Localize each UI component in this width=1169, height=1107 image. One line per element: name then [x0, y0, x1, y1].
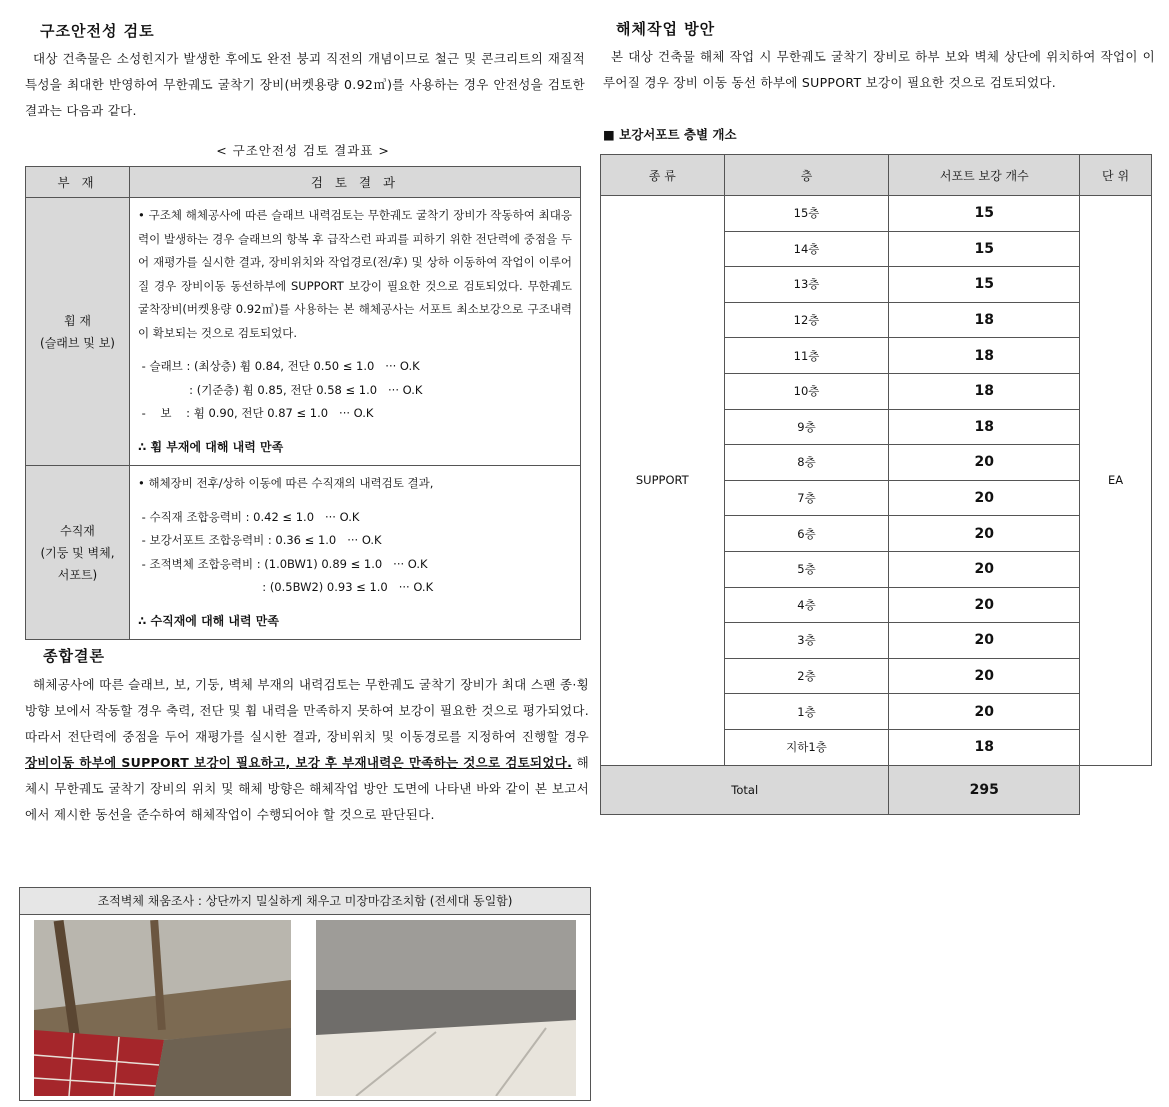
total-label: Total	[601, 765, 889, 814]
support-count-cell: 20	[889, 445, 1080, 481]
support-floor-cell: 지하1층	[724, 729, 889, 765]
support-rows	[601, 196, 1152, 766]
support-kind-cell: SUPPORT	[601, 196, 725, 766]
support-count-cell: 20	[889, 480, 1080, 516]
support-count-cell: 20	[889, 694, 1080, 730]
structural-safety-intro: 대상 건축물은 소성힌지가 발생한 후에도 완전 붕괴 직전의 개념이므로 철근 및 콘크리트의 재질적 특성을 최대한 반영하여 무한궤도 굴착기 장비(버켓용량 0.92㎥)를 사용하는 경우 안전성을 검토한 결과는 다음과 같다.	[25, 51, 585, 118]
table-caption: < 구조안전성 검토 결과표 >	[216, 143, 390, 158]
support-count-cell: 20	[889, 516, 1080, 552]
support-count-cell: 15	[889, 196, 1080, 232]
flexural-label-line2: (슬래브 및 보)	[40, 335, 115, 350]
support-floor-cell: 15층	[724, 196, 889, 232]
flexural-label-line1: 휨 재	[64, 313, 91, 328]
support-count-cell: 18	[889, 373, 1080, 409]
photo-panel	[19, 887, 591, 1101]
flexural-result	[130, 198, 581, 466]
support-count-cell: 18	[889, 338, 1080, 374]
support-floor-cell: 2층	[724, 658, 889, 694]
support-count-cell: 20	[889, 623, 1080, 659]
support-floor-cell: 8층	[724, 445, 889, 481]
photo-ceiling-left-art	[34, 920, 291, 1096]
support-floor-cell: 10층	[724, 373, 889, 409]
vertical-item: - 수직재 조합응력비 : 0.42 ≤ 1.0 ··· O.K	[138, 509, 360, 524]
support-count-table	[600, 154, 1152, 815]
support-floor-cell: 7층	[724, 480, 889, 516]
photo-ceiling-right	[316, 920, 576, 1096]
vertical-label-line1: 수직재	[60, 523, 95, 538]
support-total-row	[601, 765, 1152, 814]
vertical-item: - 보강서포트 조합응력비 : 0.36 ≤ 1.0 ··· O.K	[138, 533, 382, 547]
support-floor-cell: 3층	[724, 623, 889, 659]
summary-part1: 해체공사에 따른 슬래브, 보, 기둥, 벽체 부재의 내력검토는 무한궤도 굴착기 장비가 최대 스팬 종·횡방향 보에서 작동할 경우 축력, 전단 및 휨 내력을 만족하지 못하여 보강이 필요한 것으로 평가되었다. 따라서 전단력에 중점을 두어 재평가를 실시한 결과, 장비위치 및 이동경로를 지정하여 진행할 경우	[25, 677, 589, 744]
table-row-vertical	[26, 466, 581, 640]
support-unit-cell: EA	[1080, 196, 1152, 766]
support-floor-cell: 13층	[724, 267, 889, 303]
flexural-item: : (기준층) 휨 0.85, 전단 0.58 ≤ 1.0 ··· O.K	[138, 382, 423, 397]
photo-ceiling-right-art	[316, 920, 576, 1096]
header-floor: 층	[724, 155, 889, 196]
vertical-label-line2: (기둥 및 벽체,	[40, 545, 115, 560]
support-floor-cell: 12층	[724, 302, 889, 338]
summary-part2: 해체시 무한궤도 굴착기 장비의 위치 및 해체 방향은 해체작업 방안 도면에 나타낸 바와 같이 본 보고서에서 제시한 동선을 준수하여 해체작업이 수행되어야 할 것으로 판단된다.	[25, 755, 589, 822]
support-floor-cell: 6층	[724, 516, 889, 552]
support-count-cell: 15	[889, 231, 1080, 267]
support-floor-cell: 4층	[724, 587, 889, 623]
photo-caption: 조적벽체 채움조사 : 상단까지 밀실하게 채우고 미장마감조치함 (전세대 동일함)	[20, 888, 590, 915]
flexural-conclusion: ∴ 휨 부재에 대해 내력 만족	[138, 439, 284, 454]
flexural-item: - 보 : 휨 0.90, 전단 0.87 ≤ 1.0 ··· O.K	[138, 406, 374, 420]
support-count-cell: 18	[889, 729, 1080, 765]
summary-heading: 종합결론	[43, 647, 105, 665]
photo-ceiling-left	[34, 920, 291, 1096]
support-count-cell: 18	[889, 409, 1080, 445]
vertical-item: : (0.5BW2) 0.93 ≤ 1.0 ··· O.K	[138, 580, 434, 594]
flexural-item: - 슬래브 : (최상층) 휨 0.84, 전단 0.50 ≤ 1.0 ··· O.K	[138, 359, 420, 373]
support-floor-cell: 5층	[724, 551, 889, 587]
support-count-cell: 20	[889, 551, 1080, 587]
flexural-label	[26, 198, 130, 466]
support-count-cell: 20	[889, 587, 1080, 623]
support-header-row	[601, 155, 1152, 196]
support-row	[601, 196, 1152, 232]
support-count-cell: 15	[889, 267, 1080, 303]
summary-text	[25, 672, 589, 828]
vertical-conclusion: ∴ 수직재에 대해 내력 만족	[138, 613, 279, 628]
header-unit: 단 위	[1080, 155, 1152, 196]
support-floor-cell: 1층	[724, 694, 889, 730]
header-count: 서포트 보강 개수	[889, 155, 1080, 196]
flexural-bullet: • 구조체 해체공사에 따른 슬래브 내력검토는 무한궤도 굴착기 장비가 작동하여 최대응력이 발생하는 경우 슬래브의 항복 후 급작스런 파괴를 피하기 위한 전단력에 중점을 두어 재평가를 실시한 결과, 장비위치와 작업경로(전/후) 및 상하 이동하여 작업이 이루어질 경우 장비이동 동선하부에 SUPPORT 보강이 필요한 것으로 검토되었다. 무한궤도 굴착장비(버켓용량 0.92㎥)를 사용하는 본 해체공사는 서포트 최소보강으로 구조내력이 확보되는 것으로 검토되었다.	[138, 208, 572, 340]
support-count-cell: 18	[889, 302, 1080, 338]
structural-safety-heading: 구조안전성 검토	[40, 22, 155, 40]
support-table-title: ■ 보강서포트 층별 개소	[603, 127, 737, 142]
header-member: 부 재	[26, 167, 130, 198]
summary-emphasis: 장비이동 하부에 SUPPORT 보강이 필요하고, 보강 후 부재내력은 만족하는 것으로 검토되었다.	[25, 755, 573, 770]
table-header-row	[26, 167, 581, 198]
vertical-result	[130, 466, 581, 640]
vertical-label	[26, 466, 130, 640]
table-row-flexural	[26, 198, 581, 466]
vertical-item: - 조적벽체 조합응력비 : (1.0BW1) 0.89 ≤ 1.0 ··· O.K	[138, 556, 428, 571]
support-floor-cell: 11층	[724, 338, 889, 374]
support-floor-cell: 14층	[724, 231, 889, 267]
total-value: 295	[889, 765, 1080, 814]
demolition-plan-intro: 본 대상 건축물 해체 작업 시 무한궤도 굴착기 장비로 하부 보와 벽체 상단에 위치하여 작업이 이루어질 경우 장비 이동 동선 하부에 SUPPORT 보강이 필요한 것으로 검토되었다.	[603, 49, 1155, 90]
support-floor-cell: 9층	[724, 409, 889, 445]
safety-result-table	[25, 166, 581, 640]
support-count-cell: 20	[889, 658, 1080, 694]
demolition-plan-heading: 해체작업 방안	[616, 20, 716, 38]
header-kind: 종 류	[601, 155, 725, 196]
header-result: 검 토 결 과	[130, 167, 581, 198]
vertical-bullet: • 해체장비 전후/상하 이동에 따른 수직재의 내력검토 결과,	[138, 476, 434, 490]
vertical-label-line3: 서포트)	[57, 567, 98, 582]
